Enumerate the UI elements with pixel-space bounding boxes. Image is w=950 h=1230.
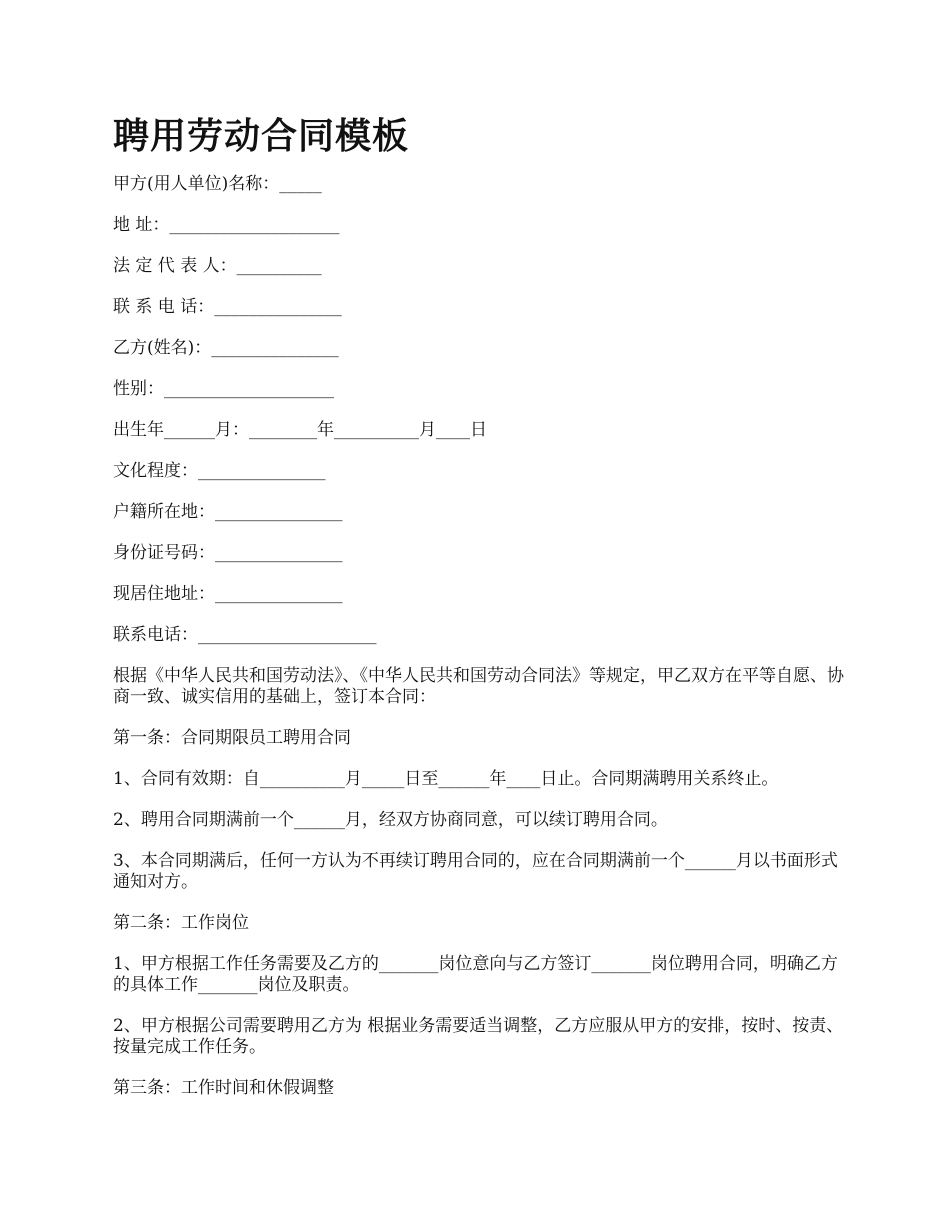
document-page <box>113 108 853 1119</box>
article1-item-3: 3、本合同期满后，任何一方认为不再续订聘用合同的，应在合同期满前一个______月以书面形式通知对方。 <box>113 851 838 892</box>
article1-item-2: 2、聘用合同期满前一个______月，经双方协商同意，可以续订聘用合同。 <box>113 810 668 830</box>
article2-item-1: 1、甲方根据工作任务需要及乙方的_______岗位意向与乙方签订_______岗位聘用合同，明确乙方的具体工作_______岗位及职责。 <box>113 954 838 995</box>
article2-item-2: 2、甲方根据公司需要聘用乙方为 根据业务需要适当调整，乙方应服从甲方的安排，按时、按责、按量完成工作任务。 <box>113 1016 844 1057</box>
field-employee-name: 乙方(姓名)：_______________ <box>113 338 339 358</box>
field-address: 地 址：____________________ <box>113 215 340 235</box>
field-gender: 性别：____________________ <box>113 379 334 399</box>
field-education: 文化程度：_______________ <box>113 461 326 481</box>
article3-heading: 第三条：工作时间和休假调整 <box>113 1078 334 1098</box>
document-title: 聘用劳动合同模板 <box>113 115 410 157</box>
field-employer-name: 甲方(用人单位)名称：_____ <box>113 174 322 194</box>
intro-paragraph: 根据《中华人民共和国劳动法》、《中华人民共和国劳动合同法》等规定，甲乙双方在平等自愿、协商一致、诚实信用的基础上，签订本合同： <box>113 666 844 707</box>
article1-heading: 第一条：合同期限员工聘用合同 <box>113 728 351 748</box>
field-employee-phone: 联系电话：_____________________ <box>113 625 377 645</box>
article1-item-1: 1、合同有效期：自__________月_____日至______年____日止。合同期满聘用关系终止。 <box>113 769 779 789</box>
article2-heading: 第二条：工作岗位 <box>113 913 249 933</box>
field-household-registration: 户籍所在地：_______________ <box>113 502 343 522</box>
field-employer-phone: 联 系 电 话：_______________ <box>113 297 342 317</box>
field-current-address: 现居住地址：_______________ <box>113 584 343 604</box>
field-legal-representative: 法 定 代 表 人：__________ <box>113 256 322 276</box>
field-id-number: 身份证号码：_______________ <box>113 543 343 563</box>
field-birth-date: 出生年______月：________年__________月____日 <box>113 420 487 440</box>
